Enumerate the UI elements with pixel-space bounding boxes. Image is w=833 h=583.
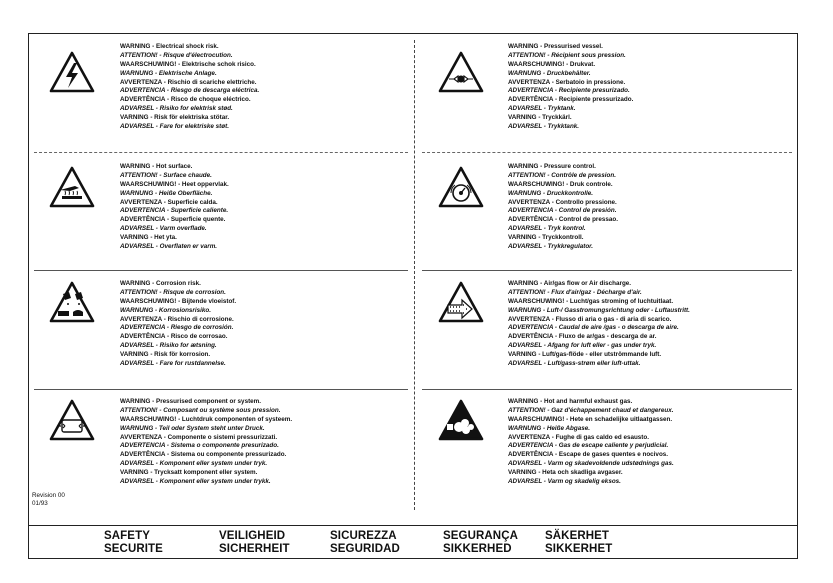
warning-line: ADVARSEL - Luft/gass-strøm eller luft-uttak. (508, 360, 641, 368)
footer-word: SECURITE (104, 542, 163, 555)
warning-line: WARNUNG - Heiße Oberfläche. (120, 189, 213, 197)
warning-line: ATTENTION! - Risque de corrosion. (120, 288, 226, 296)
footer-word: SEGURANÇA (443, 530, 519, 542)
warning-line: AVVERTENZA - Fughe di gas caldo ed esausto. (508, 433, 650, 441)
footer-sakerhet (545, 530, 612, 555)
warning-line: WARNING - Hot surface. (120, 163, 193, 170)
separator (34, 152, 408, 153)
warning-line: ADVARSEL - Tryktank. (508, 105, 576, 113)
footer-divider (28, 525, 798, 526)
warning-line: WARNUNG - Teil oder System steht unter Druck. (120, 424, 265, 432)
footer-sicurezza (330, 530, 400, 555)
warning-line: ATTENTION! - Surface chaude. (120, 171, 212, 179)
warning-line: ATTENTION! - Récipient sous pression. (508, 51, 626, 59)
warning-line: WARNING - Electrical shock risk. (120, 43, 219, 50)
footer-word: SÄKERHET (545, 530, 610, 542)
warning-line: AVVERTENZA - Serbatoio in pressione. (508, 78, 626, 86)
warning-line: VARNING - Trycksatt komponent eller system. (120, 469, 258, 477)
footer-veiligheid (219, 530, 290, 555)
warning-line: AVVERTENZA - Componente o sistemi pressurizzati. (120, 433, 278, 441)
warning-line: VARNING - Het yta. (120, 234, 177, 242)
warning-line: WAARSCHUWING! - Heet oppervlak. (120, 180, 229, 188)
warning-line: WAARSCHUWING! - Drukvat. (508, 60, 596, 68)
warning-block-air-discharge (508, 280, 690, 369)
footer-word: SEGURIDAD (330, 542, 400, 555)
warning-line: ADVERTENCIA - Recipiente presurizado. (508, 87, 630, 95)
warning-line: ADVARSEL - Trykktank. (508, 123, 580, 131)
warning-line: ADVARSEL - Risiko for ætsning. (120, 342, 217, 350)
footer-safety (104, 530, 163, 555)
air-discharge-icon (437, 280, 485, 324)
footer-word: VEILIGHEID (219, 530, 286, 542)
warning-block-corrosion (120, 280, 236, 369)
warning-line: ATTENTION! - Flux d'air/gaz - Décharge d'air. (508, 288, 642, 296)
revision-number: Revision 00 (32, 492, 65, 499)
warning-line: ATTENTION! - Contrôle de pression. (508, 171, 616, 179)
warning-line: WARNUNG - Elektrische Anlage. (120, 69, 217, 77)
warning-line: VARNING - Luft/gas-flöde - eller utströmmande luft. (508, 351, 662, 359)
warning-line: ATTENTION! - Gaz d'échappement chaud et dangereux. (508, 406, 674, 414)
warning-line: ADVARSEL - Afgang for luft eller - gas under tryk. (508, 342, 657, 350)
warning-line: ADVARSEL - Overflaten er varm. (120, 243, 218, 251)
warning-line: ADVERTÊNCIA - Sistema ou componente pressurizado. (120, 451, 287, 459)
warning-line: WAARSCHUWING! - Hete en schadelijke uitlaatgassen. (508, 415, 673, 423)
footer-seguranca (443, 530, 518, 555)
warning-line: ADVARSEL - Komponent eller system under trykk. (120, 478, 271, 486)
warning-line: ADVERTÊNCIA - Superficie quente. (120, 216, 226, 224)
warning-block-pressurised-vessel (508, 43, 633, 132)
warning-block-exhaust-gas (508, 398, 674, 487)
warning-line: ADVARSEL - Tryk kontrol. (508, 225, 586, 233)
warning-block-hot-surface (120, 163, 229, 252)
warning-line: WAARSCHUWING! - Elektrische schok risico. (120, 60, 256, 68)
warning-line: WARNUNG - Luft-/ Gasstromungsrichtung oder - Luftaustritt. (508, 306, 690, 314)
warning-line: WARNING - Hot and harmful exhaust gas. (508, 398, 633, 405)
warning-line: WAARSCHUWING! - Druk controle. (508, 180, 613, 188)
warning-line: ADVERTÊNCIA - Fluxo de ar/gas - descarga de ar. (508, 333, 657, 341)
footer-word: SAFETY (104, 530, 150, 542)
warning-line: WAARSCHUWING! - Luchtdruk componenten of systeem. (120, 415, 293, 423)
warning-line: ADVARSEL - Risiko for elektrisk stød. (120, 105, 233, 113)
warning-line: ADVERTENCIA - Superficie caliente. (120, 207, 229, 215)
warning-line: ATTENTION! - Composant ou système sous pression. (120, 406, 281, 414)
exhaust-gas-icon (437, 398, 485, 442)
hot-surface-icon (48, 165, 96, 209)
warning-block-electrical (120, 43, 259, 132)
warning-line: WARNUNG - Korrosionsrisiko. (120, 306, 211, 314)
warning-line: WAARSCHUWING! - Lucht/gas stroming of luchtuitlaat. (508, 297, 674, 305)
warning-line: VARNING - Risk för elektriska stötar. (120, 114, 230, 122)
pressure-control-icon (437, 165, 485, 209)
separator (34, 270, 408, 271)
warning-line: AVVERTENZA - Rischio di corrosione. (120, 315, 234, 323)
footer-word: SIKKERHED (443, 542, 512, 555)
footer-word: SIKKERHET (545, 542, 613, 555)
warning-line: AVVERTENZA - Controllo pressione. (508, 198, 617, 206)
warning-line: ADVERTÊNCIA - Escape de gases quentes e nocivos. (508, 451, 669, 459)
warning-line: ADVERTÊNCIA - Control de pressao. (508, 216, 618, 224)
footer-word: SICHERHEIT (219, 542, 290, 555)
warning-line: VARNING - Tryckkontroll. (508, 234, 584, 242)
separator (422, 389, 792, 390)
warning-line: ADVARSEL - Varm og skadelig eksos. (508, 478, 621, 486)
separator (34, 389, 408, 390)
warning-line: AVVERTENZA - Rischio di scariche elettriche. (120, 78, 257, 86)
warning-line: VARNING - Risk för korrosion. (120, 351, 211, 359)
warning-line: WARNING - Corrosion risk. (120, 280, 201, 287)
warning-line: ADVARSEL - Fare for elektriske støt. (120, 123, 229, 131)
warning-line: WARNUNG - Druckkontrolle. (508, 189, 594, 197)
warning-block-pressure-control (508, 163, 618, 252)
warning-line: ADVERTENCIA - Control de presión. (508, 207, 617, 215)
pressurised-vessel-icon (437, 50, 485, 94)
corrosion-icon (48, 280, 96, 324)
warning-line: AVVERTENZA - Flusso di aria o gas - di aria di scarico. (508, 315, 672, 323)
warning-line: ADVARSEL - Komponent eller system under tryk. (120, 460, 268, 468)
warning-line: ADVERTENCIA - Riesgo de descarga eléctrica. (120, 87, 260, 95)
warning-line: WARNING - Pressure control. (508, 163, 596, 170)
warning-line: WARNING - Pressurised component or system. (120, 398, 262, 405)
warning-line: WAARSCHUWING! - Bijtende vloeistof. (120, 297, 237, 305)
warning-line: ADVERTÊNCIA - Risco de choque eléctrico. (120, 96, 251, 104)
warning-line: ADVERTÊNCIA - Recipiente pressurizado. (508, 96, 634, 104)
warning-line: ADVERTENCIA - Gas de escape caliente y perjudicial. (508, 442, 669, 450)
warning-line: ADVERTENCIA - Riesgo de corrosión. (120, 324, 234, 332)
revision-label (32, 492, 65, 508)
warning-line: WARNUNG - Druckbehälter. (508, 69, 591, 77)
pressurised-component-icon (48, 398, 96, 442)
warning-line: WARNING - Air/gas flow or Air discharge. (508, 280, 632, 287)
warning-line: VARNING - Tryckkärl. (508, 114, 572, 122)
revision-date: 01/93 (32, 500, 48, 507)
warning-line: ADVERTENCIA - Caudal de aire /gas - o descarga de aire. (508, 324, 679, 332)
column-divider (414, 40, 415, 510)
warning-line: AVVERTENZA - Superficie calda. (120, 198, 218, 206)
warning-line: ATTENTION! - Risque d'électrocution. (120, 51, 233, 59)
footer-word: SICUREZZA (330, 530, 397, 542)
warning-line: VARNING - Heta och skadliga avgaser. (508, 469, 623, 477)
warning-block-pressurised-component (120, 398, 292, 487)
warning-line: ADVARSEL - Fare for rustdannelse. (120, 360, 226, 368)
warning-line: ADVARSEL - Trykkregulator. (508, 243, 594, 251)
warning-line: WARNUNG - Heiße Abgase. (508, 424, 590, 432)
separator (422, 270, 792, 271)
separator (422, 152, 792, 153)
electric-shock-icon (48, 50, 96, 94)
warning-line: ADVARSEL - Varm og skadevoldende udstødnings gas. (508, 460, 674, 468)
warning-line: ADVERTÊNCIA - Risco de corrosao. (120, 333, 228, 341)
warning-line: ADVARSEL - Varm overflade. (120, 225, 207, 233)
warning-line: ADVERTENCIA - Sistema o componente presurizado. (120, 442, 279, 450)
warning-line: WARNING - Pressurised vessel. (508, 43, 603, 50)
